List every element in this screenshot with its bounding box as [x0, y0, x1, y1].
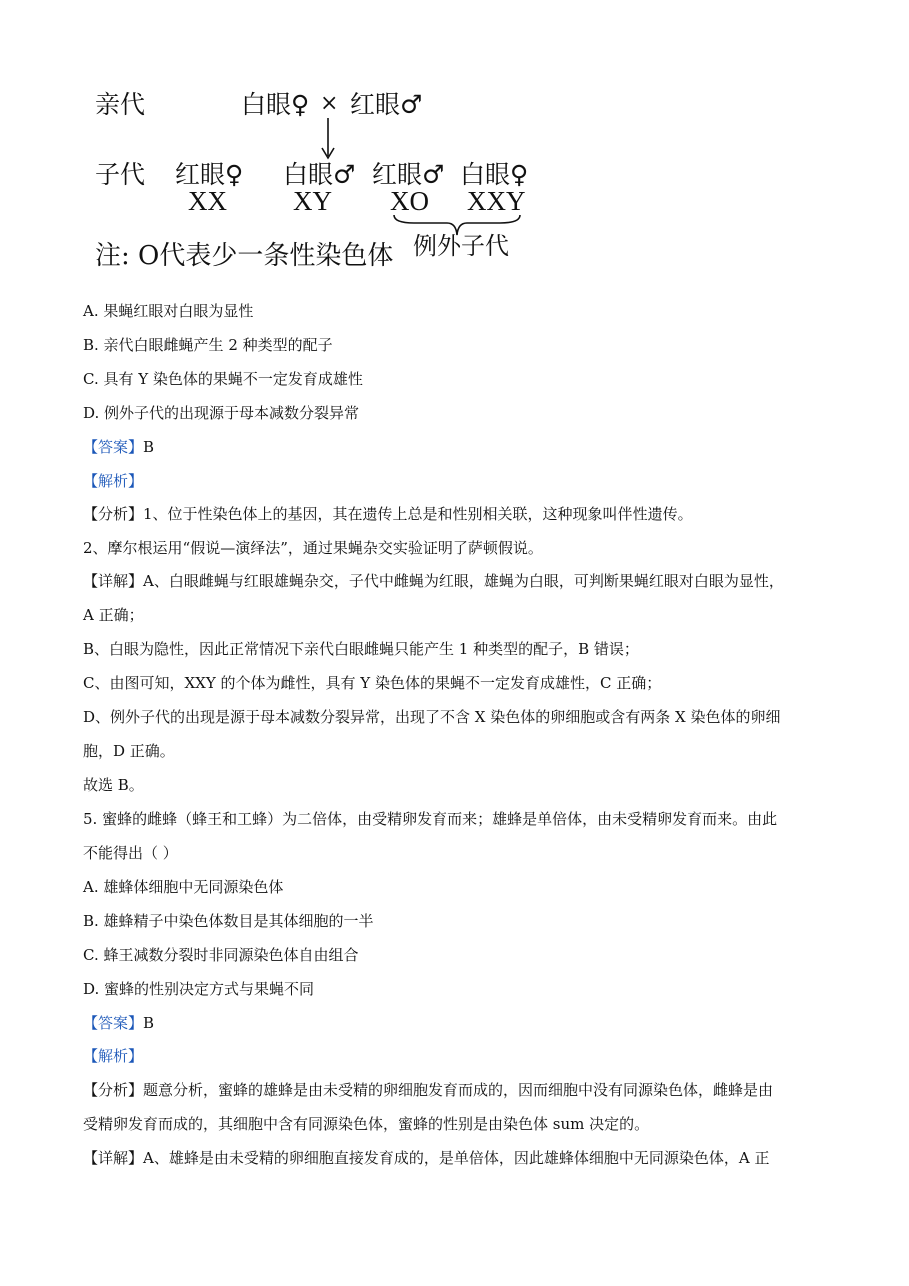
q4-answer-line [83, 437, 849, 457]
q4-answer: B [143, 438, 155, 456]
answer-tag: 【答案】 [83, 1014, 144, 1032]
exception-offspring-label: 例外子代 [413, 232, 509, 260]
offspring-2-genotype: XY [293, 186, 332, 216]
q4-xiangjie-b: B、白眼为隐性，因此正常情况下亲代白眼雌蝇只能产生 1 种类型的配子，B 错误； [83, 640, 639, 658]
xiangjie-tag: 【详解】 [83, 572, 144, 590]
q4-fenxi-line-1 [83, 504, 849, 524]
offspring-4-genotype: XXY [467, 186, 526, 216]
offspring-2-phenotype: 白眼♂ [283, 160, 356, 189]
q4-fenxi-2: 2、摩尔根运用“假说—演绎法”，通过果蝇杂交实验证明了萨顿假说。 [83, 539, 543, 557]
fenxi-tag: 【分析】 [83, 1081, 144, 1099]
q5-fenxi-1: 题意分析，蜜蜂的雄蜂是由未受精的卵细胞发育而成的，因而细胞中没有同源染色体，雌蜂是由 [143, 1081, 774, 1099]
fenxi-tag: 【分析】 [83, 505, 144, 523]
q4-analysis-tag: 【解析】 [83, 472, 144, 490]
parent-female-white-eye: 白眼♀ [241, 90, 310, 119]
parent-male-red-eye: 红眼♂ [350, 90, 423, 119]
genetic-cross-diagram [0, 0, 909, 290]
q5-analysis-tag: 【解析】 [83, 1047, 144, 1065]
offspring-4-phenotype: 白眼♀ [460, 160, 529, 189]
q4-xiangjie-a1: A、白眼雌蝇与红眼雄蝇杂交，子代中雌蝇为红眼，雄蝇为白眼，可判断果蝇红眼对白眼为显性， [143, 572, 784, 590]
answer-tag: 【答案】 [83, 438, 144, 456]
q4-option-b: B. 亲代白眼雌蝇产生 2 种类型的配子 [83, 336, 333, 354]
offspring-1-phenotype: 红眼♀ [175, 160, 244, 189]
offspring-3-genotype: XO [390, 186, 429, 216]
offspring-generation-label: 子代 [95, 160, 146, 189]
q4-xiangjie-d2: 胞，D 正确。 [83, 742, 175, 760]
q5-option-d: D. 蜜蜂的性别决定方式与果蝇不同 [83, 980, 315, 998]
q4-option-d: D. 例外子代的出现源于母本减数分裂异常 [83, 404, 360, 422]
q4-xiangjie-c: C、由图可知，XXY 的个体为雌性，具有 Y 染色体的果蝇不一定发育成雄性，C 正确； [83, 674, 662, 692]
q5-option-b: B. 雄蜂精子中染色体数目是其体细胞的一半 [83, 912, 374, 930]
cross-symbol: × [320, 91, 339, 116]
q4-xiangjie-a2: A 正确； [83, 606, 144, 624]
q4-conclusion: 故选 B。 [83, 776, 144, 794]
q4-xiangjie-line-a [83, 571, 849, 591]
q5-option-a: A. 雄蜂体细胞中无同源染色体 [83, 878, 284, 896]
q5-fenxi-line-1 [83, 1080, 849, 1100]
down-arrow-icon [318, 118, 338, 160]
offspring-3-phenotype: 红眼♂ [372, 160, 445, 189]
offspring-1-genotype: XX [188, 186, 227, 216]
q4-fenxi-1: 1、位于性染色体上的基因，其在遗传上总是和性别相关联，这种现象叫伴性遗传。 [143, 505, 693, 523]
q5-stem-1: 5. 蜜蜂的雌蜂（蜂王和工蜂）为二倍体，由受精卵发育而来；雄蜂是单倍体，由未受精卵发育而来。由此 [83, 810, 778, 828]
q5-fenxi-2: 受精卵发育而成的，其细胞中含有同源染色体，蜜蜂的性别是由染色体 sum 决定的。 [83, 1115, 650, 1133]
q5-answer: B [143, 1014, 155, 1032]
parent-generation-label: 亲代 [95, 90, 146, 119]
q4-option-a: A. 果蝇红眼对白眼为显性 [83, 302, 254, 320]
diagram-note: 注: O代表少一条性染色体 [95, 241, 394, 271]
q4-option-c: C. 具有 Y 染色体的果蝇不一定发育成雄性 [83, 370, 363, 388]
q5-option-c: C. 蜂王减数分裂时非同源染色体自由组合 [83, 946, 359, 964]
q4-xiangjie-d1: D、例外子代的出现是源于母本减数分裂异常，出现了不含 X 染色体的卵细胞或含有两条 X 染色体的卵细 [83, 708, 781, 726]
q5-stem-2: 不能得出（ ） [83, 844, 178, 862]
q5-answer-line [83, 1013, 849, 1033]
xiangjie-tag: 【详解】 [83, 1149, 144, 1167]
q5-xiangjie-a1: A、雄蜂是由未受精的卵细胞直接发育成的，是单倍体，因此雄蜂体细胞中无同源染色体，A 正 [143, 1149, 770, 1167]
q5-xiangjie-line-a [83, 1148, 849, 1168]
